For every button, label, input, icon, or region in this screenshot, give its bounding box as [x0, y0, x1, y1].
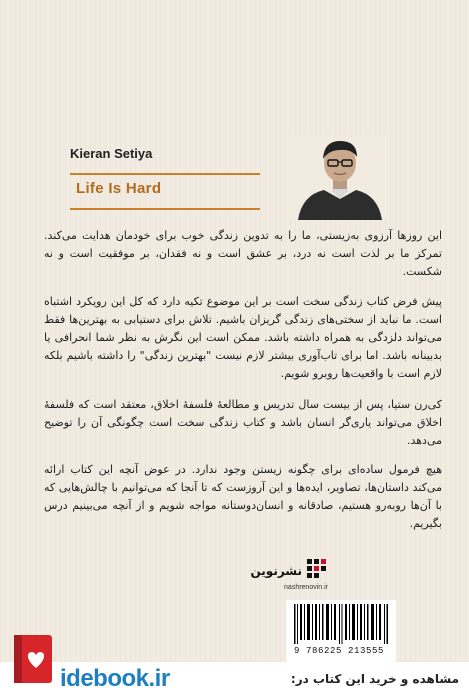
publisher-website: nashrenovin.ir [284, 584, 328, 591]
blurb-paragraph-3: کی‌رن ستیا، پس از بیست سال تدریس و مطالعهٔ فلسفهٔ اخلاق، معتقد است که فلسفهٔ اخلاق می‌تواند یاری‌گر انسان باشد و کتاب زندگی سخت است چگونگی آن را توضیح می‌دهد. [44, 398, 442, 447]
blurb-paragraph-1: این روزها آرزوی به‌زیستی، ما را به تدوین زندگی خوب برای خودمان هدایت می‌کند. تمرکز ما بر لذت است نه درد، بر عشق است و نه فقدان، بر موفقیت است و نه شکست. [44, 229, 442, 278]
blurb-paragraph-2: پیش فرض کتاب زندگی سخت است بر این موضوع تکیه دارد که کل این رویکرد اشتباه است. ما نباید از سختی‌های زندگی گریزان باشیم. تلاش برای دستیابی به بهترین‌ها فقط می‌تواند دلزدگی به همراه داشته باشد. ممکن است این نگرش به نظر شما انحرافی یا بدبینانه باشد. اما برای تاب‌آوری بیشتر لازم نیست "بهترین زندگی" را داشته باشیم بلکه لازم است با واقعیت‌ها روبرو شویم. [44, 295, 442, 380]
isbn-barcode [286, 600, 396, 662]
title-rule-bottom [70, 208, 260, 210]
idebook-tagline: مشاهده و خرید این کتاب در: [290, 672, 459, 686]
publisher-name: نشرنوین [250, 564, 302, 578]
barcode-bars [294, 604, 388, 644]
book-title-english: Life Is Hard [76, 180, 162, 197]
blurb-paragraph-4: هیچ فرمول ساده‌ای برای چگونه زیستن وجود ندارد. در عوض آنچه این کتاب ارائه می‌کند داستان‌ها، تصاویر، ایده‌ها و این آروزست که تا آنجا که می‌توانیم با چالش‌هایی که با آن‌ها روبه‌رو هستیم، صادقانه و انسان‌دوستانه مواجه شویم و از آنچه می‌بینیم درس بگیریم. [44, 463, 442, 530]
author-name: Kieran Setiya [70, 146, 153, 161]
title-rule-top [70, 173, 260, 175]
isbn-number: 9 786225 213555 [294, 646, 385, 656]
idebook-logo-icon[interactable] [12, 633, 54, 685]
publisher-logo-icon [306, 558, 328, 580]
author-portrait [290, 135, 390, 220]
idebook-site-link[interactable]: idebook.ir [60, 665, 170, 692]
